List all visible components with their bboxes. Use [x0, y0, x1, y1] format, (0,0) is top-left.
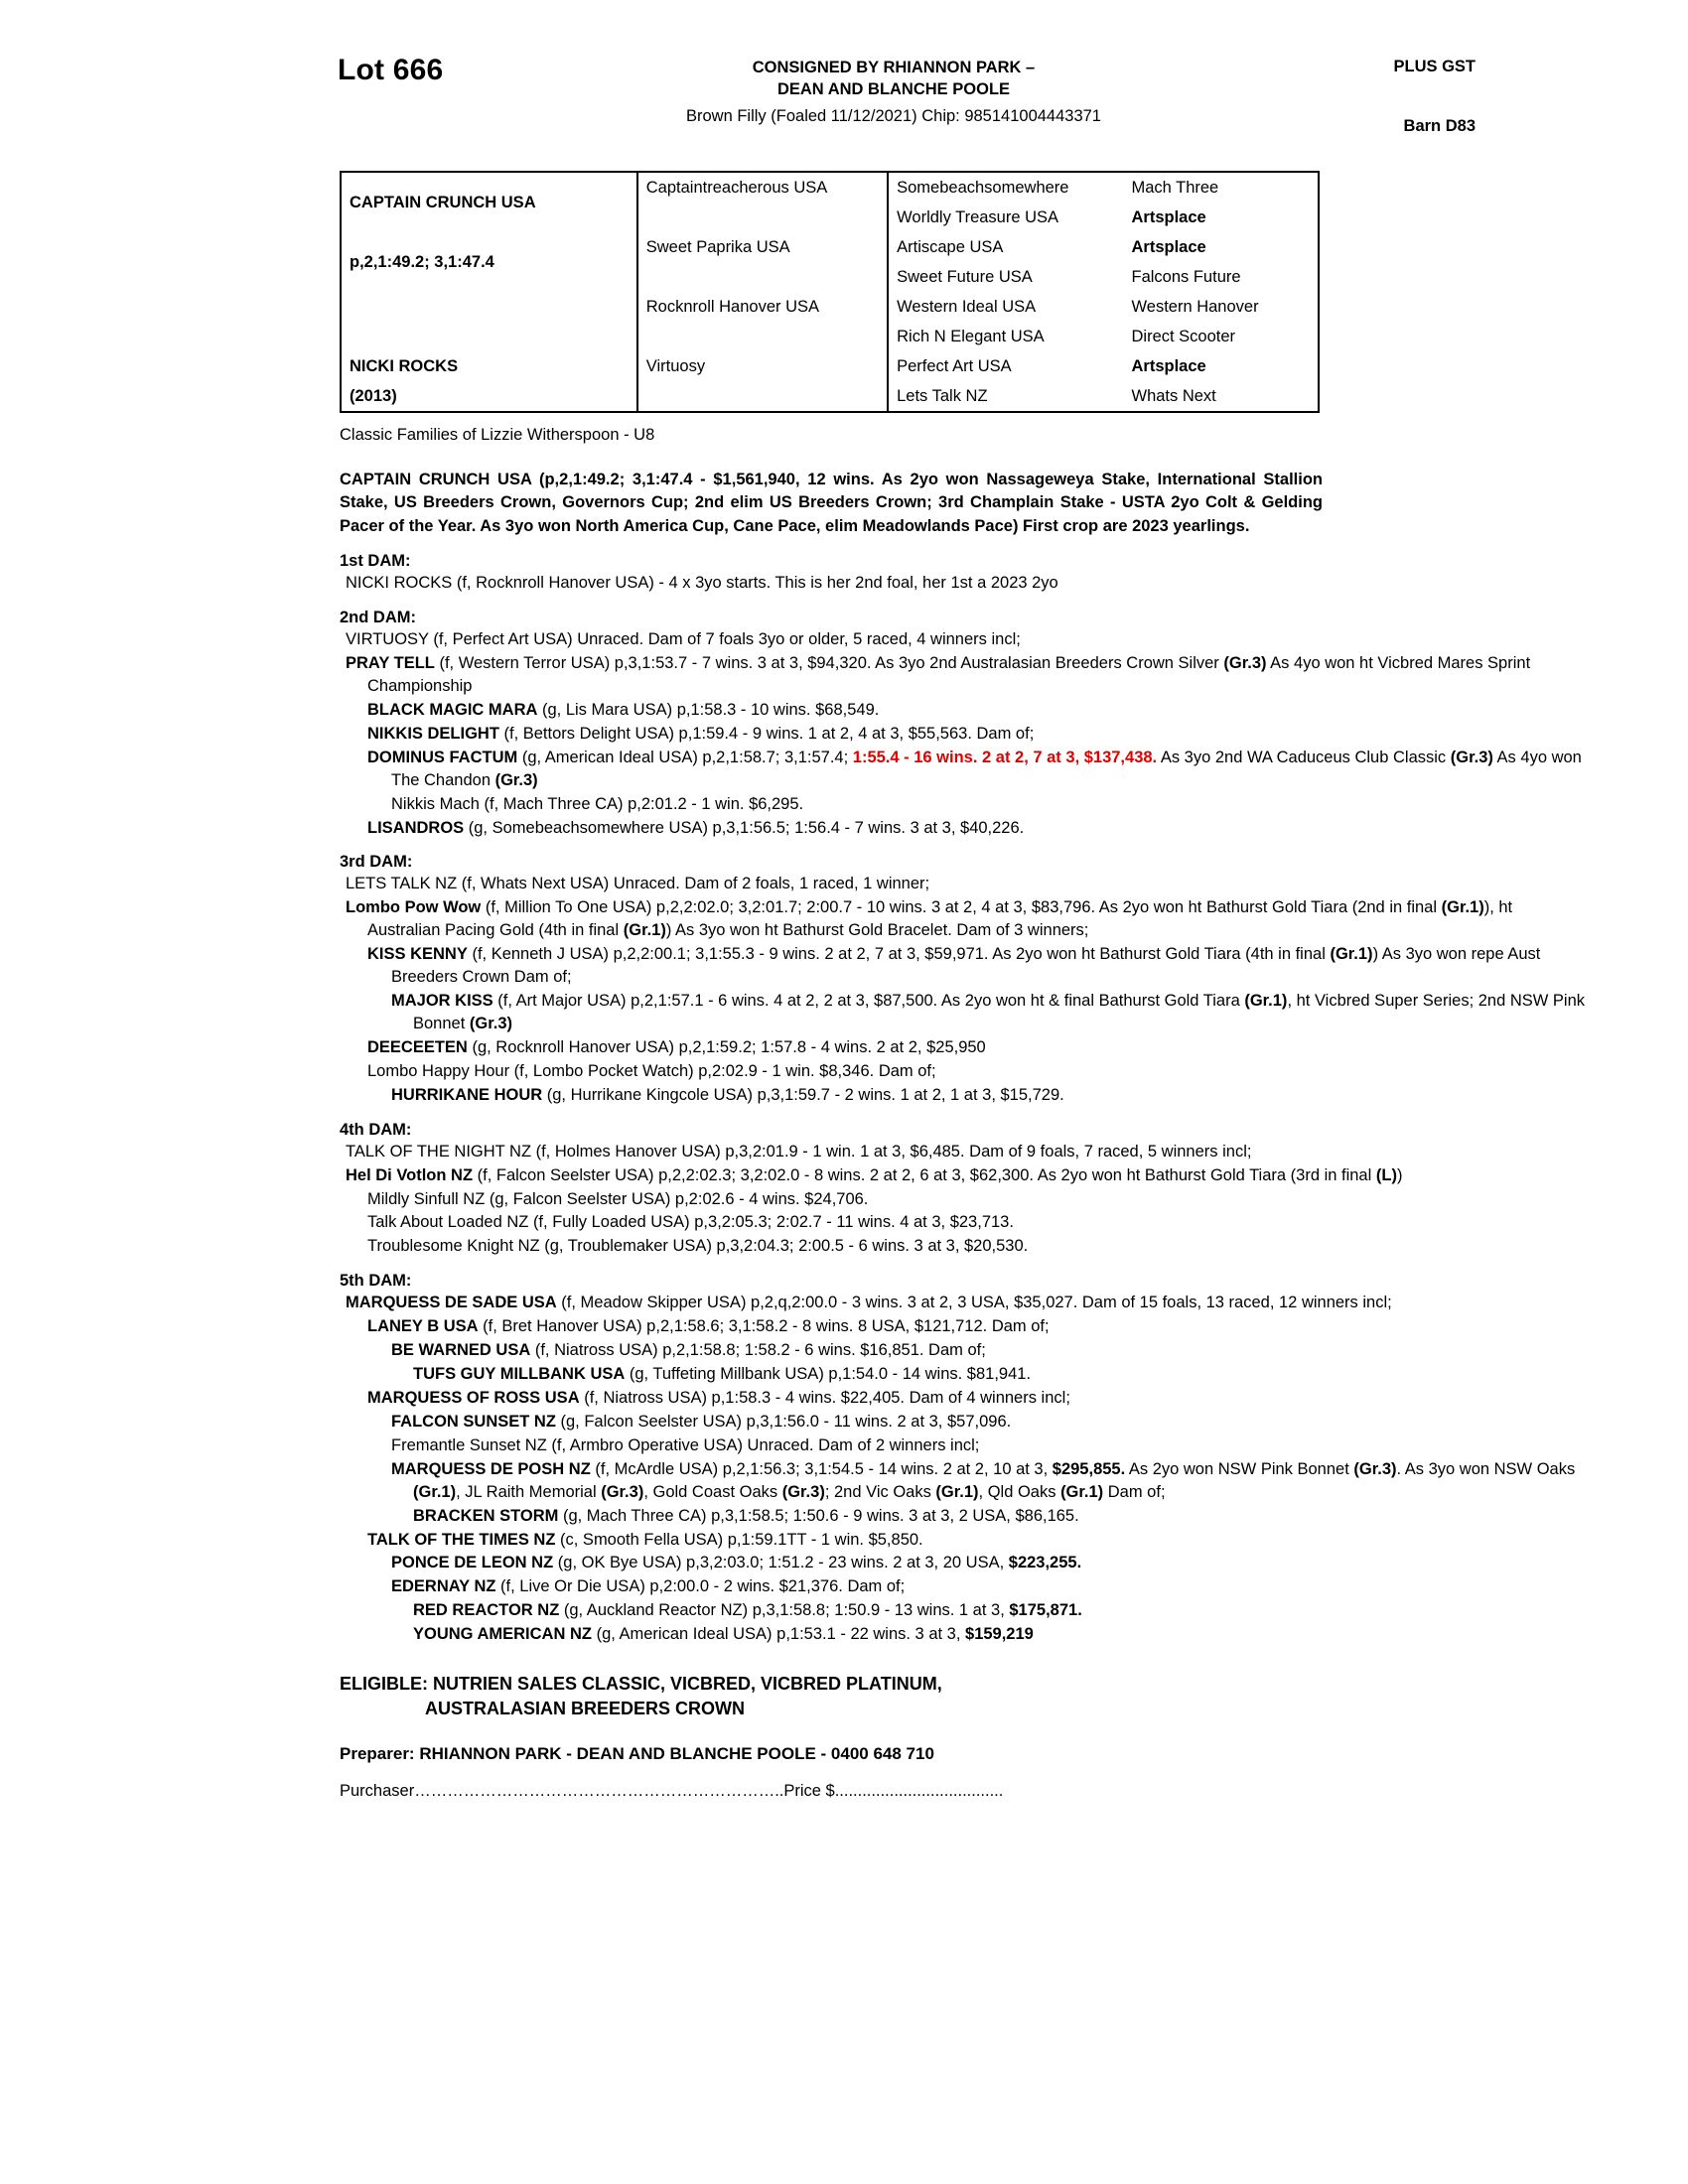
pedigree-gp-cell: Rocknroll Hanover USA: [637, 292, 888, 322]
pedigree-gg-cell: Perfect Art USA: [888, 351, 1123, 381]
pedigree-gg-cell: Lets Talk NZ: [888, 381, 1123, 411]
pedigree-gg-cell: Western Ideal USA: [888, 292, 1123, 322]
pedigree-entry: LANEY B USA (f, Bret Hanover USA) p,2,1:58.6; 3,1:58.2 - 8 wins. 8 USA, $121,712. Dam of;: [367, 1317, 1050, 1336]
plus-gst-label: PLUS GST: [1393, 58, 1476, 75]
table-row: [342, 232, 1318, 262]
dam-heading: 2nd DAM:: [340, 609, 416, 627]
dam-family-block: [340, 628, 1589, 839]
table-row: [342, 292, 1318, 322]
pedigree-ggg-cell: Direct Scooter: [1131, 327, 1236, 345]
pedigree-entry: PONCE DE LEON NZ (g, OK Bye USA) p,3,2:03.0; 1:51.2 - 23 wins. 2 at 3, 20 USA, $223,255.: [391, 1554, 1082, 1572]
pedigree-gg-cell: Rich N Elegant USA: [888, 322, 1123, 351]
pedigree-entry: KISS KENNY (f, Kenneth J USA) p,2,2:00.1; 3,1:55.3 - 9 wins. 2 at 2, 7 at 3, $59,971. As 2yo won ht Bathurst Gold Tiara (4th in final (Gr.1)) As 3yo won repe Aust Breeders Crown Dam of;: [367, 945, 1541, 987]
classic-families-line: Classic Families of Lizzie Witherspoon - U8: [340, 426, 655, 444]
pedigree-entry: TALK OF THE TIMES NZ (c, Smooth Fella USA) p,1:59.1TT - 1 win. $5,850.: [367, 1530, 923, 1549]
pedigree-entry: BE WARNED USA (f, Niatross USA) p,2,1:58.8; 1:58.2 - 6 wins. $16,851. Dam of;: [391, 1341, 986, 1360]
dam-family-block: [340, 1292, 1589, 1646]
pedigree-entry: Mildly Sinfull NZ (g, Falcon Seelster USA) p,2:02.6 - 4 wins. $24,706.: [367, 1189, 869, 1208]
lot-number: Lot 666: [338, 54, 444, 86]
pedigree-entry: VIRTUOSY (f, Perfect Art USA) Unraced. Dam of 7 foals 3yo or older, 5 raced, 4 winners incl;: [346, 630, 1021, 649]
pedigree-ggg-cell: Artsplace: [1131, 207, 1206, 226]
eligibility-line-2: AUSTRALASIAN BREEDERS CROWN: [425, 1699, 746, 1719]
dam-name-cell: NICKI ROCKS: [350, 356, 459, 375]
pedigree-entry: TUFS GUY MILLBANK USA (g, Tuffeting Millbank USA) p,1:54.0 - 14 wins. $81,941.: [413, 1365, 1032, 1384]
pedigree-entry: PRAY TELL (f, Western Terror USA) p,3,1:53.7 - 7 wins. 3 at 3, $94,320. As 3yo 2nd Australasian Breeders Crown Silver (Gr.3) As 4yo won ht Vicbred Mares Sprint Championship: [346, 654, 1531, 696]
pedigree-entry: LISANDROS (g, Somebeachsomewhere USA) p,3,1:56.5; 1:56.4 - 7 wins. 3 at 3, $40,226.: [367, 818, 1025, 837]
pedigree-entry: MARQUESS DE SADE USA (f, Meadow Skipper USA) p,2,q,2:00.0 - 3 wins. 3 at 2, 3 USA, $35,027. Dam of 15 foals, 13 raced, 12 winners incl;: [346, 1294, 1392, 1312]
pedigree-table: [342, 173, 1318, 411]
pedigree-entry: YOUNG AMERICAN NZ (g, American Ideal USA) p,1:53.1 - 22 wins. 3 at 3, $159,219: [413, 1625, 1034, 1644]
pedigree-gp-cell: [637, 262, 888, 292]
pedigree-gg-cell: Worldly Treasure USA: [888, 203, 1123, 232]
sire-record-cell: p,2,1:49.2; 3,1:47.4: [350, 252, 494, 271]
sire-performance-paragraph: CAPTAIN CRUNCH USA (p,2,1:49.2; 3,1:47.4 - $1,561,940, 12 wins. As 2yo won Nassageweya Stake, International Stallion Stake, US Breeders Crown, Governors Cup; 2nd elim US Breeders Crown; 3rd Champlain Stake - USTA 2yo Colt & Gelding Pacer of the Year. As 3yo won North America Cup, Cane Pace, elim Meadowlands Pace) First crop are 2023 yearlings.: [340, 471, 1323, 535]
dam-family-block: [340, 1141, 1589, 1259]
dam-heading: 4th DAM:: [340, 1120, 412, 1139]
pedigree-entry: Lombo Happy Hour (f, Lombo Pocket Watch) p,2:02.9 - 1 win. $8,346. Dam of;: [367, 1061, 936, 1080]
pedigree-entry: NICKI ROCKS (f, Rocknroll Hanover USA) - 4 x 3yo starts. This is her 2nd foal, her 1st a 2023 2yo: [346, 574, 1058, 593]
pedigree-gg-cell: Somebeachsomewhere: [888, 173, 1123, 203]
pedigree-entry: Nikkis Mach (f, Mach Three CA) p,2:01.2 - 1 win. $6,295.: [391, 794, 804, 813]
pedigree-entry: MARQUESS DE POSH NZ (f, McArdle USA) p,2,1:56.3; 3,1:54.5 - 14 wins. 2 at 2, 10 at 3, $295,855. As 2yo won NSW Pink Bonnet (Gr.3). As 3yo won NSW Oaks (Gr.1), JL Raith Memorial (Gr.3), Gold Coast Oaks (Gr.3); 2nd Vic Oaks (Gr.1), Qld Oaks (Gr.1) Dam of;: [391, 1459, 1576, 1501]
purchaser-line: Purchaser…………………………………………………………..Price $.....................................: [340, 1781, 1004, 1800]
pedigree-gp-cell: Sweet Paprika USA: [637, 232, 888, 262]
pedigree-entry: EDERNAY NZ (f, Live Or Die USA) p,2:00.0 - 2 wins. $21,376. Dam of;: [391, 1577, 906, 1596]
page-header: [338, 46, 1589, 155]
pedigree-ggg-cell: Artsplace: [1131, 356, 1206, 375]
table-row: [342, 381, 1318, 411]
pedigree-entry: BLACK MAGIC MARA (g, Lis Mara USA) p,1:58.3 - 10 wins. $68,549.: [367, 700, 880, 719]
dam-sections: [338, 552, 1589, 1646]
pedigree-entry: LETS TALK NZ (f, Whats Next USA) Unraced. Dam of 2 foals, 1 raced, 1 winner;: [346, 875, 930, 893]
consignor-line-1: CONSIGNED BY RHIANNON PARK –: [752, 59, 1036, 76]
dam-family-block: [340, 572, 1589, 595]
eligibility-line-1: ELIGIBLE: NUTRIEN SALES CLASSIC, VICBRED, VICBRED PLATINUM,: [340, 1674, 942, 1695]
pedigree-entry: Troublesome Knight NZ (g, Troublemaker USA) p,3,2:04.3; 2:00.5 - 6 wins. 3 at 3, $20,530.: [367, 1237, 1029, 1256]
pedigree-ggg-cell: Mach Three: [1131, 178, 1219, 197]
foaling-details: Brown Filly (Foaled 11/12/2021) Chip: 985141004443371: [686, 107, 1101, 125]
table-row: [342, 173, 1318, 203]
consignor-line-2: DEAN AND BLANCHE POOLE: [776, 79, 1011, 98]
pedigree-entry: Lombo Pow Wow (f, Million To One USA) p,2,2:02.0; 3,2:01.7; 2:00.7 - 10 wins. 3 at 2, 4 at 3, $83,796. As 2yo won ht Bathurst Gold Tiara (2nd in final (Gr.1)), ht Australian Pacing Gold (4th in final (Gr.1)) As 3yo won ht Bathurst Gold Bracelet. Dam of 3 winners;: [346, 898, 1513, 940]
pedigree-box: [340, 171, 1320, 413]
dam-heading: 5th DAM:: [340, 1272, 412, 1291]
pedigree-ggg-cell: Whats Next: [1131, 386, 1216, 405]
consignor-block: [616, 58, 1172, 101]
pedigree-gp-cell: [637, 322, 888, 351]
pedigree-entry: TALK OF THE NIGHT NZ (f, Holmes Hanover USA) p,3,2:01.9 - 1 win. 1 at 3, $6,485. Dam of 9 foals, 7 raced, 5 winners incl;: [346, 1142, 1252, 1160]
dam-heading: 3rd DAM:: [340, 853, 413, 872]
sire-name-cell: CAPTAIN CRUNCH USA: [350, 193, 536, 211]
pedigree-gg-cell: Artiscape USA: [888, 232, 1123, 262]
pedigree-ggg-cell: Western Hanover: [1131, 297, 1259, 316]
pedigree-entry: Talk About Loaded NZ (f, Fully Loaded USA) p,3,2:05.3; 2:02.7 - 11 wins. 4 at 3, $23,713.: [367, 1213, 1014, 1232]
pedigree-gg-cell: Sweet Future USA: [888, 262, 1123, 292]
pedigree-body: [342, 173, 1318, 411]
pedigree-entry: MAJOR KISS (f, Art Major USA) p,2,1:57.1 - 6 wins. 4 at 2, 2 at 3, $87,500. As 2yo won ht & final Bathurst Gold Tiara (Gr.1), ht Vicbred Super Series; 2nd NSW Pink Bonnet (Gr.3): [391, 992, 1586, 1033]
pedigree-gp-cell: Virtuosy: [637, 351, 888, 381]
pedigree-entry: DEECEETEN (g, Rocknroll Hanover USA) p,2,1:59.2; 1:57.8 - 4 wins. 2 at 2, $25,950: [367, 1037, 986, 1056]
pedigree-gp-cell: [637, 203, 888, 232]
pedigree-ggg-cell: Falcons Future: [1131, 267, 1241, 286]
pedigree-entry: Fremantle Sunset NZ (f, Armbro Operative USA) Unraced. Dam of 2 winners incl;: [391, 1435, 980, 1454]
pedigree-entry: MARQUESS OF ROSS USA (f, Niatross USA) p,1:58.3 - 4 wins. $22,405. Dam of 4 winners incl;: [367, 1389, 1070, 1407]
dam-year-cell: (2013): [350, 386, 397, 405]
preparer-line: Preparer: RHIANNON PARK - DEAN AND BLANCHE POOLE - 0400 648 710: [340, 1743, 934, 1763]
pedigree-entry: Hel Di Votlon NZ (f, Falcon Seelster USA) p,2,2:02.3; 3,2:02.0 - 8 wins. 2 at 2, 6 at 3, $62,300. As 2yo won ht Bathurst Gold Tiara (3rd in final (L)): [346, 1165, 1403, 1184]
pedigree-entry: FALCON SUNSET NZ (g, Falcon Seelster USA) p,3,1:56.0 - 11 wins. 2 at 3, $57,096.: [391, 1412, 1012, 1431]
dam-spacer-cell: [342, 292, 637, 351]
pedigree-entry: DOMINUS FACTUM (g, American Ideal USA) p,2,1:58.7; 3,1:57.4; 1:55.4 - 16 wins. 2 at 2, 7 at 3, $137,438. As 3yo 2nd WA Caduceus Club Classic (Gr.3) As 4yo won The Chandon (Gr.3): [367, 748, 1582, 789]
pedigree-ggg-cell: Artsplace: [1131, 237, 1206, 256]
pedigree-entry: RED REACTOR NZ (g, Auckland Reactor NZ) p,3,1:58.8; 1:50.9 - 13 wins. 1 at 3, $175,871.: [413, 1601, 1082, 1620]
pedigree-entry: NIKKIS DELIGHT (f, Bettors Delight USA) p,1:59.4 - 9 wins. 1 at 2, 4 at 3, $55,563. Dam of;: [367, 724, 1035, 743]
table-row: [342, 351, 1318, 381]
eligibility-block: [340, 1672, 1589, 1721]
pedigree-entry: BRACKEN STORM (g, Mach Three CA) p,3,1:58.5; 1:50.6 - 9 wins. 3 at 3, 2 USA, $86,165.: [413, 1506, 1079, 1525]
pedigree-entry: HURRIKANE HOUR (g, Hurrikane Kingcole USA) p,3,1:59.7 - 2 wins. 1 at 2, 1 at 3, $15,729.: [391, 1085, 1064, 1104]
dam-family-block: [340, 873, 1589, 1106]
dam-heading: 1st DAM:: [340, 552, 411, 571]
pedigree-gp-cell: Captaintreacherous USA: [637, 173, 888, 203]
barn-label: Barn D83: [1403, 117, 1476, 135]
pedigree-gp-cell: [637, 381, 888, 411]
